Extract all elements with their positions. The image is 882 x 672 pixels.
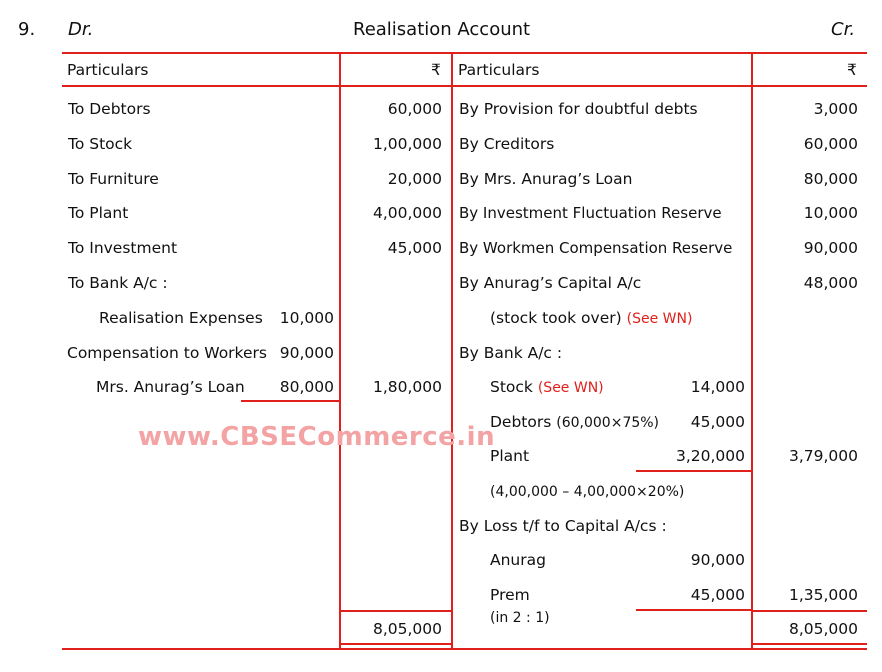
credit-ifr-label: By Investment Fluctuation Reserve	[459, 204, 722, 222]
credit-wcr-amount: 90,000	[803, 239, 858, 257]
credit-bank-total: 3,79,000	[788, 447, 858, 465]
credit-prem-label: Prem	[490, 586, 530, 604]
header-bottom-rule	[62, 85, 867, 87]
right-amount-divider	[751, 52, 753, 650]
debit-stock-amount: 1,00,000	[372, 135, 442, 153]
left-currency-header: ₹	[431, 61, 441, 79]
watermark: www.CBSECommerce.in	[138, 422, 496, 452]
left-subtotal-rule	[241, 400, 339, 402]
loss-subtotal-rule	[636, 609, 751, 611]
credit-mrs-anurag-loan-label: By Mrs. Anurag’s Loan	[459, 170, 633, 188]
left-total-rule-top	[341, 610, 451, 612]
credit-ratio: (in 2 : 1)	[490, 610, 550, 626]
credit-anurag-label: Anurag	[490, 551, 546, 569]
debit-bank-label: To Bank A/c :	[68, 274, 168, 292]
debit-furniture-amount: 20,000	[387, 170, 442, 188]
credit-prem-amount: 45,000	[690, 586, 745, 604]
right-particulars-header: Particulars	[458, 61, 540, 79]
debit-mrs-anurag-loan-amount: 80,000	[279, 378, 334, 396]
account-title: Realisation Account	[353, 19, 531, 40]
credit-bank-label: By Bank A/c :	[459, 344, 563, 362]
debit-plant-label: To Plant	[68, 204, 129, 222]
right-total-rule-top	[753, 610, 867, 612]
credit-bank-debtors-amount: 45,000	[690, 413, 745, 431]
credit-bank-stock-label	[490, 378, 604, 396]
debit-bank-total: 1,80,000	[372, 378, 442, 396]
credit-creditors-amount: 60,000	[803, 135, 858, 153]
credit-bank-stock-amount: 14,000	[690, 378, 745, 396]
credit-creditors-label: By Creditors	[459, 135, 555, 153]
debit-compensation-label: Compensation to Workers	[67, 344, 267, 362]
debit-investment-label: To Investment	[68, 239, 178, 257]
debit-side-label: Dr.	[68, 19, 94, 40]
credit-loss-total: 1,35,000	[788, 586, 858, 604]
debit-compensation-amount: 90,000	[279, 344, 334, 362]
credit-mrs-anurag-loan-amount: 80,000	[803, 170, 858, 188]
debtors-calc: (60,000×75%)	[556, 415, 660, 431]
left-particulars-header: Particulars	[67, 61, 149, 79]
table-top-rule	[62, 52, 867, 54]
left-amount-divider	[339, 52, 341, 650]
debit-mrs-anurag-loan-label: Mrs. Anurag’s Loan	[96, 378, 245, 396]
credit-plant-calc: (4,00,000 – 4,00,000×20%)	[490, 484, 685, 500]
credit-side-label: Cr.	[831, 19, 856, 40]
see-wn-note: (See WN)	[626, 311, 693, 327]
bank-debtors-text: Debtors	[490, 413, 552, 431]
right-total-rule-bottom	[753, 643, 867, 645]
credit-anurag-capital-amount: 48,000	[803, 274, 858, 292]
bank-stock-text: Stock	[490, 378, 533, 396]
debit-debtors-label: To Debtors	[68, 100, 151, 118]
right-currency-header: ₹	[847, 61, 857, 79]
credit-grand-total: 8,05,000	[788, 620, 858, 638]
credit-stock-took-over-label	[490, 309, 692, 327]
table-bottom-rule	[62, 648, 867, 650]
debit-debtors-amount: 60,000	[387, 100, 442, 118]
credit-wcr-label: By Workmen Compensation Reserve	[459, 239, 733, 257]
credit-provision-label: By Provision for doubtful debts	[459, 100, 698, 118]
center-divider	[451, 52, 453, 650]
credit-bank-plant-label: Plant	[490, 447, 530, 465]
stock-see-wn-note: (See WN)	[537, 380, 604, 396]
credit-loss-label: By Loss t/f to Capital A/cs :	[459, 517, 667, 535]
left-total-rule-bottom	[341, 643, 451, 645]
debit-realisation-expenses-label: Realisation Expenses	[99, 309, 263, 327]
credit-provision-amount: 3,000	[813, 100, 858, 118]
credit-bank-debtors-label	[490, 413, 659, 431]
debit-stock-label: To Stock	[68, 135, 133, 153]
debit-investment-amount: 45,000	[387, 239, 442, 257]
debit-realisation-expenses-amount: 10,000	[279, 309, 334, 327]
debit-grand-total: 8,05,000	[372, 620, 442, 638]
debit-plant-amount: 4,00,000	[372, 204, 442, 222]
debit-furniture-label: To Furniture	[68, 170, 159, 188]
credit-anurag-capital-label: By Anurag’s Capital A/c	[459, 274, 642, 292]
question-number: 9.	[18, 19, 36, 40]
bank-subtotal-rule	[636, 470, 751, 472]
stock-took-over-text: (stock took over)	[490, 309, 622, 327]
credit-anurag-amount: 90,000	[690, 551, 745, 569]
credit-bank-plant-amount: 3,20,000	[675, 447, 745, 465]
credit-ifr-amount: 10,000	[803, 204, 858, 222]
